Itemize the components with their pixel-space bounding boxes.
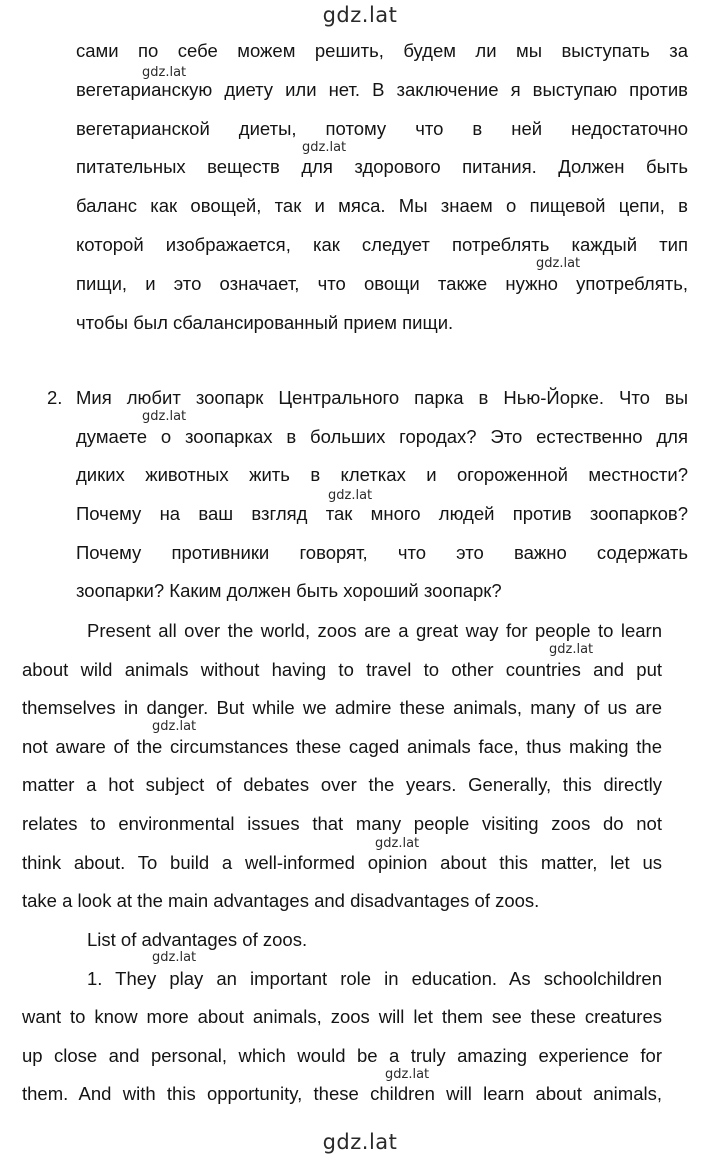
list-heading: List of advantages of zoos. — [87, 929, 308, 950]
text-line: take a look at the main advantages and disadvantages of zoos. — [22, 890, 540, 911]
watermark-small: gdz.lat — [142, 65, 187, 80]
text-line: up close and personal, which would be a truly amazing experience for — [22, 1045, 662, 1066]
question-number: 2. — [47, 387, 63, 408]
watermark-small: gdz.lat — [328, 488, 373, 503]
text-line: themselves in danger. But while we admire these animals, many of us are — [22, 697, 662, 718]
text-line: want to know more about animals, zoos will let them see these creatures — [22, 1006, 662, 1027]
text-line: Мия любит зоопарк Центрального парка в Нью-Йорке. Что вы — [76, 387, 688, 408]
text-line: которой изображается, как следует потреблять каждый тип — [76, 234, 688, 255]
watermark-top: gdz.lat — [322, 3, 398, 27]
text-line: чтобы был сбалансированный прием пищи. — [76, 312, 454, 333]
text-line: зоопарки? Каким должен быть хороший зоопарк? — [76, 580, 502, 601]
text-line: not aware of the circumstances these caged animals face, thus making the — [22, 736, 662, 757]
watermark-small: gdz.lat — [375, 836, 420, 851]
text-line: вегетарианской диеты, потому что в ней недостаточно — [76, 118, 688, 139]
watermark-small: gdz.lat — [549, 642, 594, 657]
watermark-small: gdz.lat — [302, 140, 347, 155]
text-line: питательных веществ для здорового питания. Должен быть — [76, 156, 688, 177]
text-line: 1. They play an important role in education. As schoolchildren — [87, 968, 662, 989]
text-line: matter a hot subject of debates over the years. Generally, this directly — [22, 774, 662, 795]
text-line: думаете о зоопарках в больших городах? Это естественно для — [76, 426, 688, 447]
watermark-small: gdz.lat — [152, 719, 197, 734]
watermark-small: gdz.lat — [152, 950, 197, 965]
text-line: Почему на ваш взгляд так много людей против зоопарков? — [76, 503, 688, 524]
watermark-small: gdz.lat — [536, 256, 581, 271]
watermark-small: gdz.lat — [385, 1067, 430, 1082]
text-line: диких животных жить в клетках и огороженной местности? — [76, 464, 688, 485]
text-line: relates to environmental issues that many people visiting zoos do not — [22, 813, 662, 834]
text-line: Почему противники говорят, что это важно содержать — [76, 542, 688, 563]
text-line: баланс как овощей, так и мяса. Мы знаем о пищевой цепи, в — [76, 195, 688, 216]
text-line: think about. To build a well-informed opinion about this matter, let us — [22, 852, 662, 873]
text-line: сами по себе можем решить, будем ли мы выступать за — [76, 40, 688, 61]
watermark-bottom: gdz.lat — [322, 1130, 398, 1154]
text-line: Present all over the world, zoos are a great way for people to learn — [87, 620, 662, 641]
text-line: пищи, и это означает, что овощи также нужно употреблять, — [76, 273, 688, 294]
text-line: вегетарианскую диету или нет. В заключение я выступаю против — [76, 79, 688, 100]
text-line: about wild animals without having to travel to other countries and put — [22, 659, 662, 680]
text-line: them. And with this opportunity, these children will learn about animals, — [22, 1083, 662, 1104]
watermark-small: gdz.lat — [142, 409, 187, 424]
